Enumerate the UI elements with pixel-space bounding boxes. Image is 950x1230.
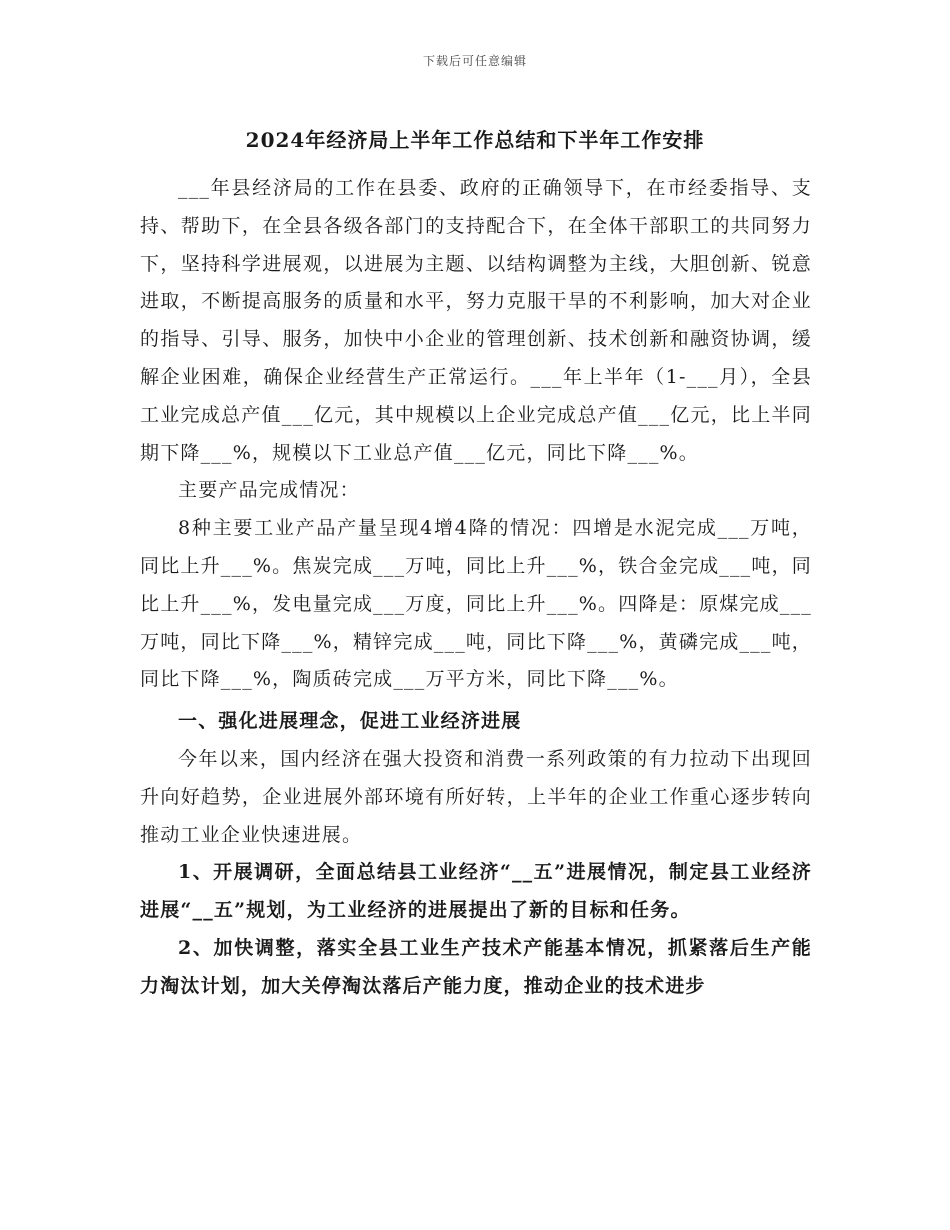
item2-paragraph: 2、加快调整，落实全县工业生产技术产能基本情况，抓紧落后生产能力淘汰计划，加大关停淘汰落后产能力度，推动企业的技术进步 (140, 936, 812, 997)
section1-paragraph: 今年以来，国内经济在强大投资和消费一系列政策的有力拉动下出现回升向好趋势，企业进展外部环境有所好转，上半年的企业工作重心逐步转向推动工业企业快速进展。 (140, 747, 812, 846)
document-title: 2024年经济局上半年工作总结和下半年工作安排 (245, 128, 705, 152)
header-note: 下载后可任意编辑 (422, 54, 527, 68)
intro-paragraph: ___年县经济局的工作在县委、政府的正确领导下，在市经委指导、支持、帮助下，在全县各级各部门的支持配合下，在全体干部职工的共同努力下，坚持科学进展观，以进展为主题、以结构调整为主线，大胆创新、锐意进取，不断提高服务的质量和水平，努力克服干旱的不利影响，加大对企业的指导、引导、服务，加快中小企业的管理创新、技术创新和融资协调，缓解企业困难，确保企业经营生产正常运行。___年上半年（1-___月），全县工业完成总产值___亿元，其中规模以上企业完成总产值___亿元，比上半同期下降___%，规模以下工业总产值___亿元，同比下降___%。 (140, 177, 812, 464)
section1-heading: 一、强化进展理念，促进工业经济进展 (178, 710, 522, 733)
products-label: 主要产品完成情况： (178, 479, 360, 502)
products-paragraph: 8种主要工业产品产量呈现4增4降的情况：四增是水泥完成___万吨，同比上升___%。焦炭完成___万吨，同比上升___%，铁合金完成___吨，同比上升___%，发电量完成___万度，同比上升___%。四降是：原煤完成___万吨，同比下降___%，精锌完成___吨，同比下降___%，黄磷完成___吨，同比下降___%，陶质砖完成___万平方米，同比下降___%。 (140, 517, 812, 691)
document-body (140, 170, 812, 1006)
item1-paragraph: 1、开展调研，全面总结县工业经济“__五”进展情况，制定县工业经济进展“__五”规划，为工业经济的进展提出了新的目标和任务。 (140, 861, 812, 922)
